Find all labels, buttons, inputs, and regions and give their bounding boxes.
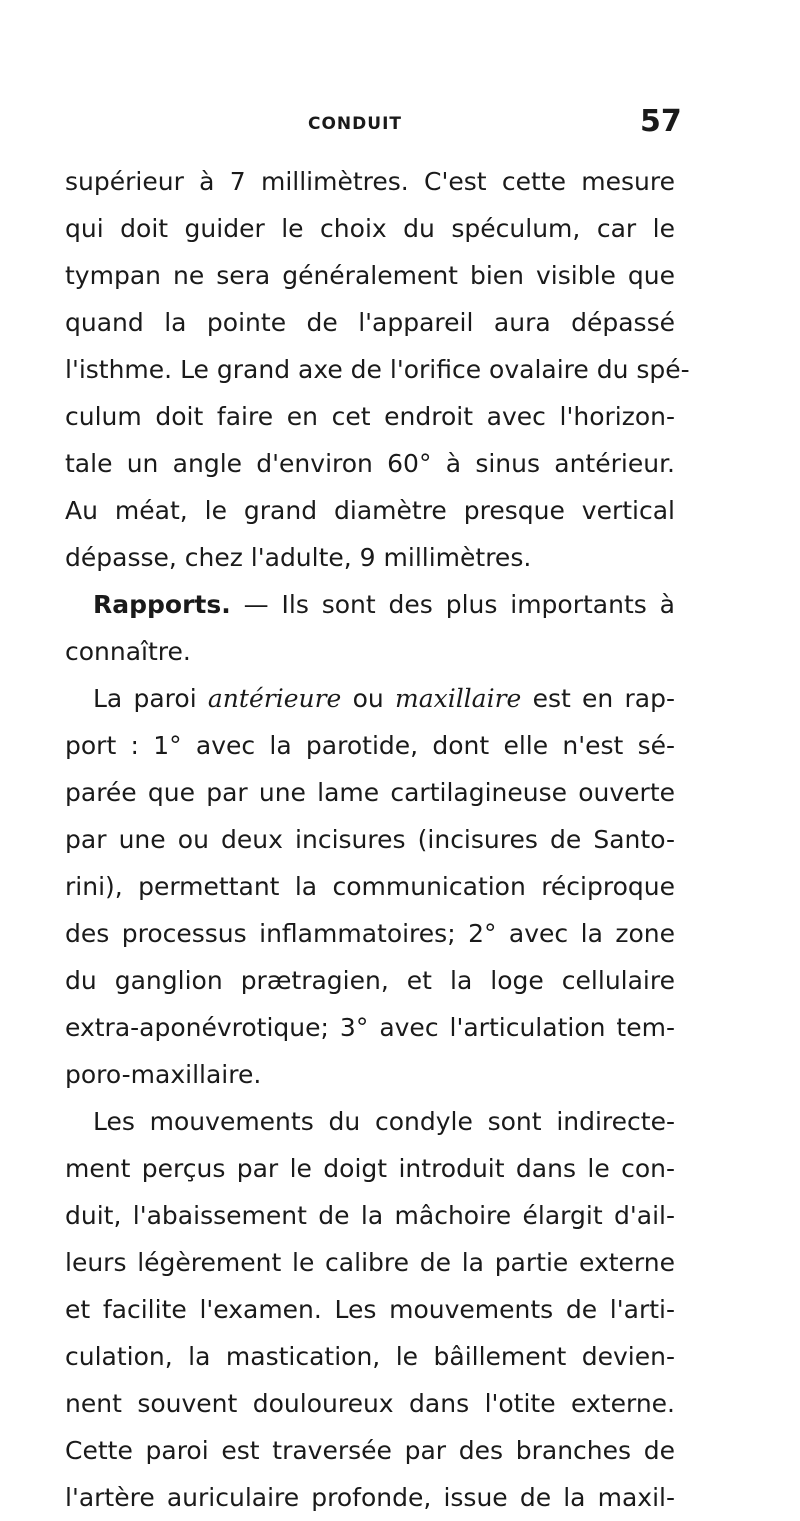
text-line: Les mouvements du condyle sont indirecte- xyxy=(93,1107,675,1136)
text-line: duit, l'abaissement de la mâchoire élargit d'ail- xyxy=(65,1201,675,1230)
body-text xyxy=(65,158,690,1521)
text-line: port : 1° avec la parotide, dont elle n'est sé- xyxy=(65,731,675,760)
text-line: dépasse, chez l'adulte, 9 millimètres. xyxy=(65,543,532,572)
running-title: CONDUIT xyxy=(308,114,402,134)
text-line: ment perçus par le doigt introduit dans le con- xyxy=(65,1154,675,1183)
text-line: culation, la mastication, le bâillement devien- xyxy=(65,1342,675,1371)
text-line: quand la pointe de l'appareil aura dépassé xyxy=(65,308,675,337)
rapports-heading: Rapports. xyxy=(93,590,231,619)
text-line: du ganglion prætragien, et la loge cellulaire xyxy=(65,966,675,995)
text-line: culum doit faire en cet endroit avec l'horizon- xyxy=(65,402,675,431)
paroi-italic-anterieure: antérieure xyxy=(207,684,342,713)
paroi-text-c: est en rap- xyxy=(521,684,675,713)
text-line: tympan ne sera généralement bien visible que xyxy=(65,261,675,290)
text-line: des processus inflammatoires; 2° avec la zone xyxy=(65,919,675,948)
text-line: supérieur à 7 millimètres. C'est cette mesure xyxy=(65,167,675,196)
text-line: Au méat, le grand diamètre presque vertical xyxy=(65,496,675,525)
text-line: poro-maxillaire. xyxy=(65,1060,262,1089)
paroi-text-b: ou xyxy=(341,684,395,713)
rapports-text: — Ils sont des plus importants à xyxy=(230,590,675,619)
text-line: nent souvent douloureux dans l'otite externe. xyxy=(65,1389,675,1418)
paroi-first-line xyxy=(65,675,675,722)
text-line: rini), permettant la communication réciproque xyxy=(65,872,675,901)
text-line: l'artère auriculaire profonde, issue de la maxil- xyxy=(65,1483,675,1512)
page-number: 57 xyxy=(640,104,682,139)
text-line: l'isthme. Le grand axe de l'orifice ovalaire du spé- xyxy=(65,355,690,384)
paroi-text-a: La paroi xyxy=(93,684,208,713)
text-line: parée que par une lame cartilagineuse ouverte xyxy=(65,778,675,807)
text-line: extra-aponévrotique; 3° avec l'articulation tem- xyxy=(65,1013,675,1042)
text-line: leurs légèrement le calibre de la partie externe xyxy=(65,1248,675,1277)
text-line: qui doit guider le choix du spéculum, car le xyxy=(65,214,675,243)
text-line: Cette paroi est traversée par des branches de xyxy=(65,1436,675,1465)
text-line: tale un angle d'environ 60° à sinus antérieur. xyxy=(65,449,675,478)
paroi-italic-maxillaire: maxillaire xyxy=(394,684,522,713)
rapports-line xyxy=(65,581,675,628)
text-line: par une ou deux incisures (incisures de Santo- xyxy=(65,825,675,854)
text-line: connaître. xyxy=(65,637,191,666)
page-header xyxy=(0,104,800,148)
text-line: et facilite l'examen. Les mouvements de l'arti- xyxy=(65,1295,675,1324)
